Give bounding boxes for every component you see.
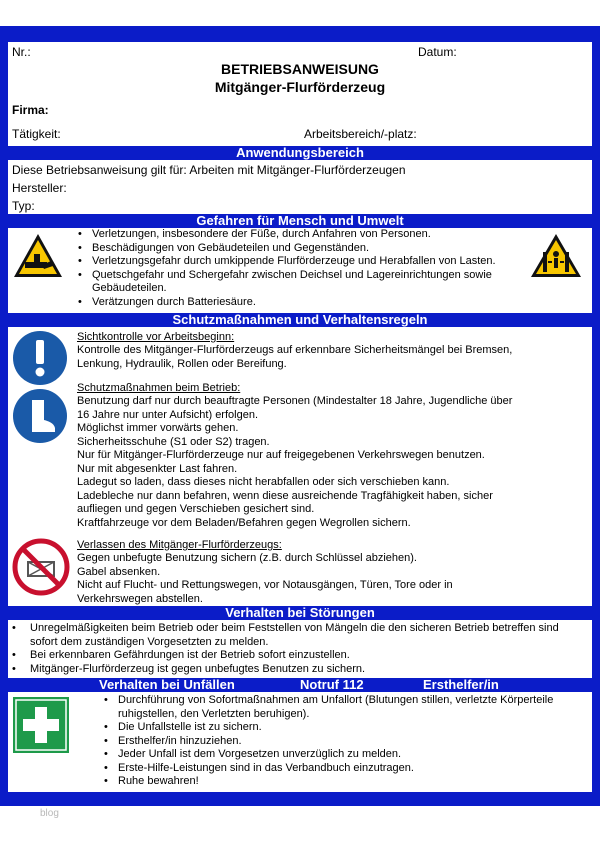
verlassen-lines (77, 552, 517, 606)
mandatory-exclamation-icon (12, 330, 68, 386)
schutz-heading: Schutzmaßnahmen und Verhaltensregeln (8, 313, 592, 327)
betrieb-line: Möglichst immer vorwärts gehen. (77, 422, 239, 434)
anwendungsbereich-heading: Anwendungsbereich (8, 146, 592, 160)
stoerungen-heading: Verhalten bei Störungen (8, 606, 592, 620)
stoerungen-item: • Mitgänger-Flurförderzeug ist gegen unbefugtes Benutzen zu sichern. (12, 663, 588, 677)
gefahren-list (78, 228, 523, 309)
notruf-number: Notruf 112 (300, 677, 364, 692)
hersteller-label: Hersteller: (12, 181, 67, 195)
unfaelle-heading (8, 678, 592, 692)
page-subtitle: Mitgänger-Flurförderzeug (214, 79, 386, 95)
taetigkeit-label: Tätigkeit: (12, 127, 61, 141)
verlassen-line: Gabel absenken. (77, 565, 161, 578)
verlassen-line: Nicht auf Flucht- und Rettungswegen, vor Notausgängen, Türen, Tore oder in Verkehrswegen abstellen. (77, 579, 453, 605)
stoerungen-item: • Unregelmäßigkeiten beim Betrieb oder beim Feststellen von Mängeln die den sicheren Betrieb betreffen sind sofort dem zuständigen Vorgesetzten zu melden. (12, 622, 588, 649)
unfaelle-item: • Ruhe bewahren! (104, 775, 588, 789)
sicht-title: Sichtkontrolle vor Arbeitsbeginn: (77, 331, 235, 343)
unfaelle-item: • Durchführung von Sofortmaßnahmen am Unfallort (Blutungen stillen, verletzte Körperteile ruhigstellen, den Verletzten beruhigen). (104, 694, 588, 721)
document-body (8, 42, 592, 792)
betrieb-line: Nur für Mitgänger-Flurförderzeuge nur auf freigegebenen Verkehrswegen benutzen. (77, 449, 485, 461)
nr-label: Nr.: (12, 45, 31, 59)
safety-shoes-icon (12, 388, 68, 444)
betrieb-line: Sicherheitsschuhe (S1 oder S2) tragen. (77, 435, 270, 448)
unfaelle-list (104, 694, 588, 789)
firma-label: Firma: (12, 103, 49, 117)
betrieb-line: Kraftfahrzeuge vor dem Beladen/Befahren gegen Wegrollen sichern. (77, 516, 411, 529)
unfaelle-item: • Ersthelfer/in hinzuziehen. (104, 735, 588, 749)
gefahren-heading: Gefahren für Mensch und Umwelt (8, 214, 592, 228)
betrieb-line: Benutzung darf nur durch beauftragte Personen (Mindestalter 18 Jahre, Jugendliche über 16 Jahre nur unter Aufsicht) erfolgen. (77, 395, 513, 421)
gefahren-item: • Verletzungen, insbesondere der Füße, durch Anfahren von Personen. (78, 228, 523, 242)
first-aid-icon (13, 697, 69, 753)
stoerungen-list (12, 622, 588, 676)
document-frame (0, 26, 600, 806)
watermark: blog (40, 808, 59, 819)
betrieb-lines (77, 395, 517, 530)
unfaelle-heading-left: Verhalten bei Unfällen (99, 677, 235, 692)
betrieb-line: Nur mit abgesenkter Last fahren. (77, 462, 238, 475)
gefahren-item: • Quetschgefahr und Schergefahr zwischen Deichsel und Lagereinrichtungen sowie Gebäudeteilen. (78, 269, 523, 296)
betrieb-line: Ladebleche nur dann befahren, wenn diese ausreichende Tragfähigkeit haben, sicher aufliegen und gegen Verschieben gesichert sind. (77, 489, 493, 515)
prohibition-icon (12, 538, 70, 596)
unfaelle-item: • Erste-Hilfe-Leistungen sind in das Verbandbuch einzutragen. (104, 762, 588, 776)
verlassen-line: Gegen unbefugte Benutzung sichern (z.B. durch Schlüssel abziehen). (77, 552, 417, 564)
sicht-text: Kontrolle des Mitgänger-Flurförderzeugs auf erkennbare Sicherheitsmängel bei Bremsen, Lenkung, Hydraulik, Rollen oder Bereifung. (77, 344, 513, 370)
datum-label: Datum: (418, 45, 457, 59)
unfaelle-item: • Die Unfallstelle ist zu sichern. (104, 721, 588, 735)
stoerungen-item: • Bei erkennbaren Gefährdungen ist der Betrieb sofort einzustellen. (12, 649, 588, 663)
gefahren-item: • Verätzungen durch Batteriesäure. (78, 296, 523, 310)
verlassen-title: Verlassen des Mitgänger-Flurförderzeugs: (77, 539, 282, 551)
unfaelle-item: • Jeder Unfall ist dem Vorgesetzen unverzüglich zu melden. (104, 748, 588, 762)
page-title: BETRIEBSANWEISUNG (221, 61, 379, 77)
typ-label: Typ: (12, 199, 35, 213)
ersthelfer-heading: Ersthelfer/in (423, 677, 499, 692)
arbeitsbereich-label: Arbeitsbereich/-platz: (304, 127, 417, 141)
anwendungsbereich-text: Diese Betriebsanweisung gilt für: Arbeiten mit Mitgänger-Flurförderzeugen (12, 163, 406, 177)
betrieb-line: Ladegut so laden, dass dieses nicht herabfallen oder sich verschieben kann. (77, 476, 450, 488)
gefahren-item: • Beschädigungen von Gebäudeteilen und Gegenständen. (78, 242, 523, 256)
warning-crush-hazard-icon (529, 232, 583, 280)
gefahren-item: • Verletzungsgefahr durch umkippende Flurförderzeuge und Herabfallen von Lasten. (78, 255, 523, 269)
betrieb-title: Schutzmaßnahmen beim Betrieb: (77, 382, 241, 394)
warning-foot-injury-icon (12, 232, 64, 280)
